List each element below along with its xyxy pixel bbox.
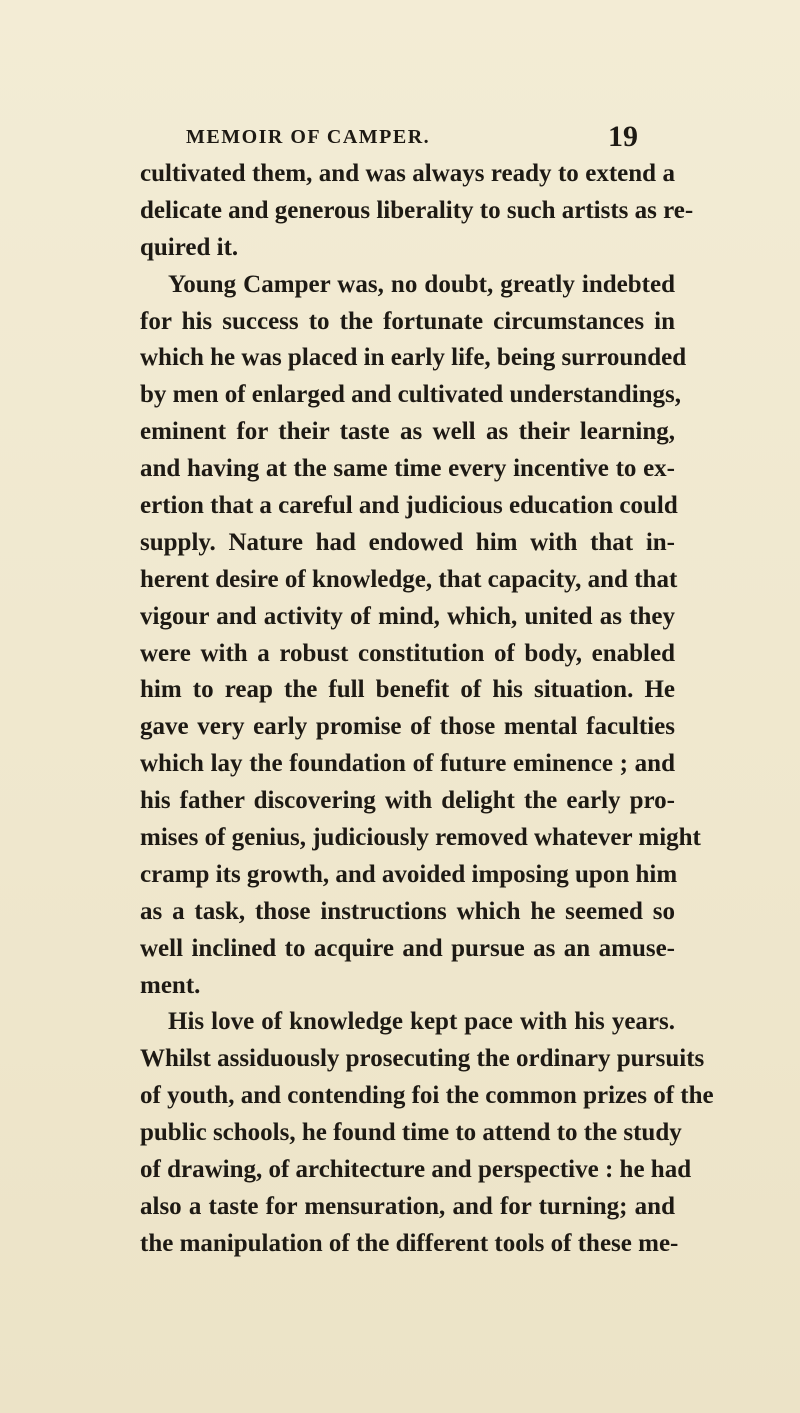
text-line: as a task, those instructions which he seemed so — [140, 897, 675, 925]
text-line: quired it. — [140, 233, 239, 261]
body-text — [140, 156, 714, 1263]
text-line: also a taste for mensuration, and for turning; and — [140, 1192, 675, 1220]
text-line: his father discovering with delight the early pro- — [140, 787, 675, 815]
text-line: His love of knowledge kept pace with his years. — [168, 1008, 675, 1036]
text-line: vigour and activity of mind, which, united as they — [140, 602, 675, 630]
text-line: supply. Nature had endowed him with that in- — [140, 528, 675, 556]
text-line: him to reap the full benefit of his situation. He — [140, 676, 675, 704]
text-line: eminent for their taste as well as their learning, — [140, 418, 675, 446]
text-line: ment. — [140, 971, 201, 999]
text-line: herent desire of knowledge, that capacity, and that — [140, 565, 678, 593]
text-line: cultivated them, and was always ready to extend a — [140, 160, 675, 187]
text-line: ertion that a careful and judicious education could — [140, 492, 678, 520]
text-line: the manipulation of the different tools of these me- — [140, 1229, 679, 1257]
text-line: by men of enlarged and cultivated understandings, — [140, 381, 682, 409]
running-title: MEMOIR OF CAMPER. — [186, 126, 431, 148]
text-line: delicate and generous liberality to such artists as re- — [140, 196, 694, 224]
running-head — [186, 120, 638, 160]
text-line: cramp its growth, and avoided imposing upon him — [140, 860, 678, 888]
text-line: of youth, and contending foi the common prizes of the — [140, 1082, 714, 1110]
text-line: were with a robust constitution of body, enabled — [140, 639, 675, 667]
text-line: of drawing, of architecture and perspective : he had — [140, 1156, 692, 1184]
page-number: 19 — [608, 120, 638, 153]
text-line: Whilst assiduously prosecuting the ordinary pursuits — [140, 1045, 705, 1073]
text-line: Young Camper was, no doubt, greatly indebted — [168, 270, 675, 298]
text-line: public schools, he found time to attend to the study — [140, 1119, 682, 1147]
text-line: which lay the foundation of future eminence ; and — [140, 750, 675, 778]
text-line: which he was placed in early life, being surrounded — [140, 344, 687, 372]
text-line: and having at the same time every incentive to ex- — [140, 455, 675, 483]
text-line: for his success to the fortunate circumstances in — [140, 307, 675, 335]
text-line: mises of genius, judiciously removed whatever might — [140, 824, 701, 852]
text-line: well inclined to acquire and pursue as an amuse- — [140, 934, 675, 962]
text-line: gave very early promise of those mental faculties — [140, 713, 675, 741]
